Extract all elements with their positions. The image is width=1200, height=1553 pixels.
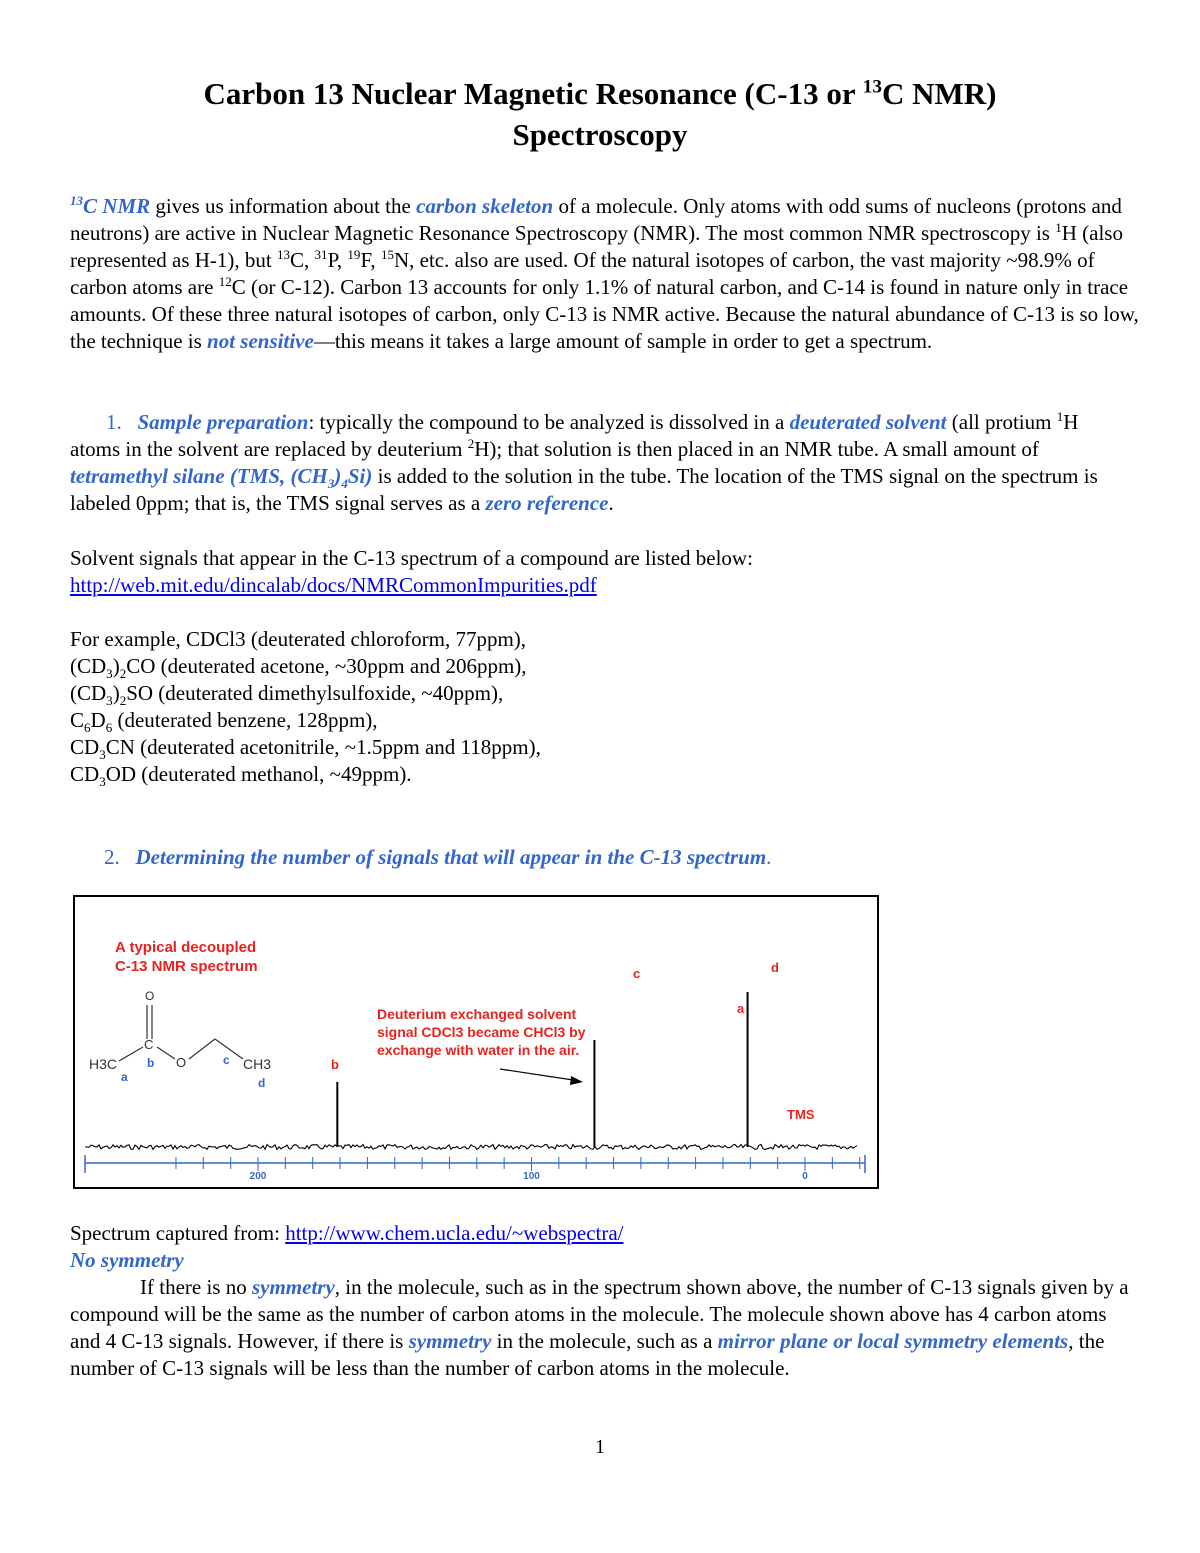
tick-label-0: 0 [802, 1171, 808, 1182]
carbonyl-carbon-atom: C [144, 1037, 154, 1052]
methyl-group-d: CH3 [243, 1056, 272, 1072]
example-acetone: $(CD_3)_2CO$ (deuterated acetone, ~30ppm and 206ppm), [70, 654, 527, 682]
carbonyl-oxygen-atom: O [145, 989, 155, 1003]
example-cdcl3: For example, CDCl3 (deuterated chloroform, 77ppm), [70, 627, 527, 651]
bond-b-o [157, 1047, 175, 1059]
structure-label-b: b [147, 1056, 155, 1070]
page-title-line-1: Carbon 13 Nuclear Magnetic Resonance (C-13 or $^{13}$C NMR) [203, 76, 997, 111]
intro-paragraph: $^{13}$C NMR gives us information about the carbon skeleton of a molecule. Only atoms with odd sums of nucleons (protons and neutrons) are active in Nuclear Magnetic Resonance Spectroscopy (NMR). The most common NMR spectroscopy is $^1$H (also represented as H-1), but $^{13}$C, $^{31}$P, $^{19}$F, $^{15}$N, etc. also are used. Of the natural isotopes of carbon, the vast majority ~98.9% of carbon atoms are $^{12}$C (or C-12). Carbon 13 accounts for only 1.1% of natural carbon, and C-14 is found in nature only in trace amounts. Of these three natural isotopes of carbon, only C-13 is NMR active. Because the natural abundance of C-13 is so low, the technique is not sensitive—this means it takes a large amount of sample in order to get a spectrum. [70, 193, 1139, 353]
bond-a-b [119, 1047, 143, 1061]
example-benzene: $C_6D_6$ (deuterated benzene, 128ppm), [70, 708, 378, 736]
figure-caption-line-2: C-13 NMR spectrum [115, 958, 258, 975]
ucla-webspectra-link[interactable]: http://www.chem.ucla.edu/~webspectra/ [285, 1221, 624, 1245]
tick-label-100: 100 [523, 1171, 540, 1182]
ester-oxygen-atom: O [176, 1055, 187, 1070]
solvent-note-arrowhead [570, 1076, 583, 1085]
peak-label-b: b [331, 1057, 339, 1072]
no-symmetry-heading: No symmetry [70, 1248, 184, 1272]
structure-label-a: a [121, 1070, 128, 1084]
example-acetonitrile: $CD_3CN$ (deuterated acetonitrile, ~1.5ppm and 118ppm), [70, 735, 541, 763]
solvent-note-line-2: signal CDCl3 became CHCl3 by [377, 1024, 586, 1040]
ppm-axis-ticks [85, 1155, 865, 1173]
nmr-spectrum-figure [73, 895, 879, 1189]
peak-label-d: d [771, 960, 779, 975]
nmr-spectrum-svg [75, 897, 877, 1187]
tms-label: TMS [787, 1107, 815, 1122]
peak-label-c: c [633, 966, 641, 981]
example-methanol: $CD_3OD$ (deuterated methanol, ~49ppm). [70, 762, 412, 790]
solvent-signals-text: Solvent signals that appear in the C-13 spectrum of a compound are listed below: [70, 546, 753, 570]
solvent-examples-list [70, 626, 970, 788]
figure-caption-line-1: A typical decoupled [115, 939, 257, 956]
solvent-note-arrow [500, 1069, 573, 1080]
item-heading: Determining the number of signals that will appear in the C-13 spectrum [135, 845, 767, 869]
ethyl-acetate-structure [89, 989, 271, 1090]
solvent-signals-paragraph [70, 545, 1130, 599]
item-number: 1. [106, 410, 122, 434]
structure-label-d: d [258, 1076, 266, 1090]
bond-o-c [189, 1039, 215, 1059]
solvent-note-line-3: exchange with water in the air. [377, 1042, 580, 1058]
methyl-group-a: H3C [89, 1056, 118, 1072]
solvent-note-line-1: Deuterium exchanged solvent [377, 1006, 577, 1022]
tick-label-200: 200 [249, 1171, 267, 1182]
example-dmso: $(CD_3)_2SO$ (deuterated dimethylsulfoxide, ~40ppm), [70, 681, 504, 709]
symmetry-paragraph: If there is no symmetry, in the molecule, such as in the spectrum shown above, the number of C-13 signals given by a compound will be the same as the number of carbon atoms in the molecule. The molecule shown above has 4 carbon atoms and 4 C-13 signals. However, if there is symmetry in the molecule, such as a mirror plane or local symmetry elements, the number of C-13 signals will be less than the number of carbon atoms in the molecule. [70, 1275, 1129, 1380]
signals-count-item: 2. Determining the number of signals that will appear in the C-13 spectrum. [104, 845, 772, 869]
structure-label-c: c [223, 1053, 230, 1067]
mit-impurities-link[interactable]: http://web.mit.edu/dincalab/docs/NMRCommonImpurities.pdf [70, 573, 597, 597]
peak-label-a: a [737, 1001, 745, 1016]
item-number: 2. [104, 845, 120, 869]
spectrum-source: Spectrum captured from: http://www.chem.ucla.edu/~webspectra/ [70, 1221, 624, 1245]
item-heading: Sample preparation [137, 410, 309, 434]
page-number: 1 [595, 1436, 605, 1458]
spectrum-baseline [85, 1145, 857, 1150]
sample-preparation-item: 1. Sample preparation: typically the compound to be analyzed is dissolved in a deuterated solvent (all protium $^1$H atoms in the solvent are replaced by deuterium $^2$H); that solution is then placed in an NMR tube. A small amount of tetramethyl silane (TMS, $(CH_3)_4Si$) is added to the solution in the tube. The location of the TMS signal on the spectrum is labeled 0ppm; that is, the TMS signal serves as a zero reference. [70, 409, 1098, 515]
page-title-line-2: Spectroscopy [512, 117, 688, 152]
